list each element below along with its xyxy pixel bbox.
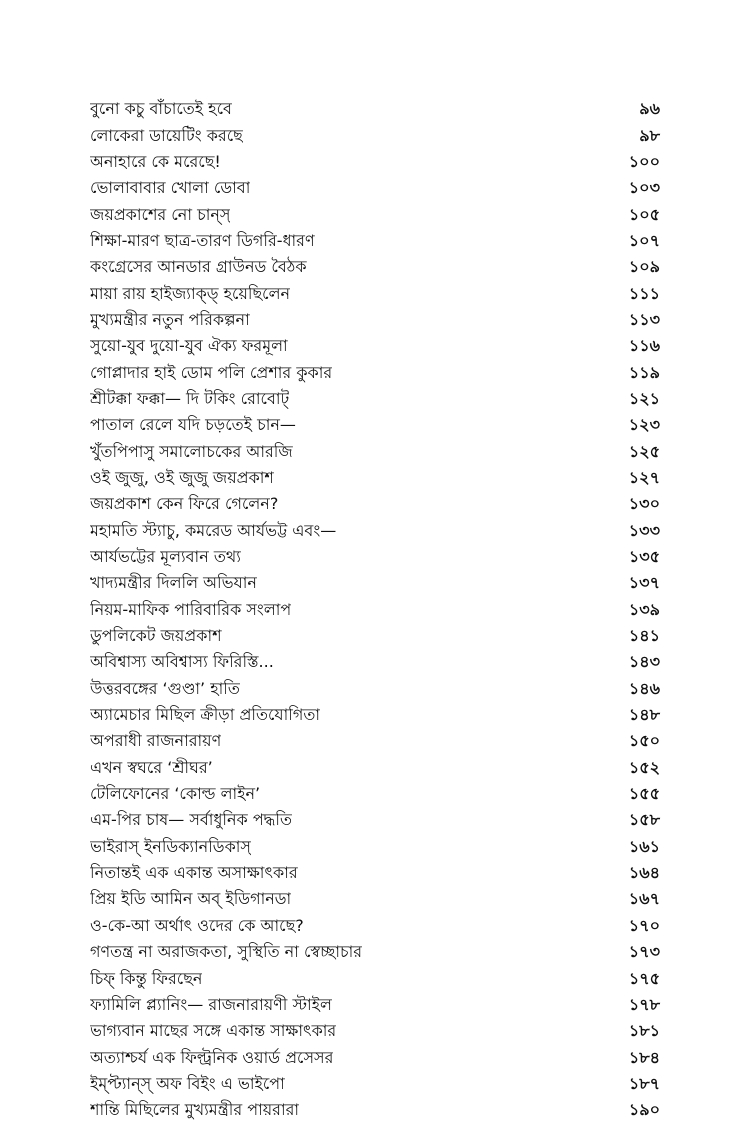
toc-entry: [90, 122, 660, 148]
toc-entry-page-number: ১০৫: [628, 204, 660, 224]
toc-entry-title: গোপ্লাদার হাই ডোম পলি প্রেশার কুকার: [90, 362, 333, 382]
toc-entry: [90, 965, 660, 991]
toc-entry-title: খুঁতপিপাসু সমালোচকের আরজি: [90, 441, 293, 461]
toc-entry-page-number: ১৬১: [628, 836, 660, 856]
toc-entry-page-number: ১৮১: [628, 1021, 660, 1041]
toc-entry-title: ভাইরাস্ ইনডিক্যানডিকাস্: [90, 836, 251, 856]
toc-entry-title: অনাহারে কে মরেছে!: [90, 151, 221, 171]
toc-entry: [90, 465, 660, 491]
toc-entry-page-number: ১৩৫: [628, 547, 660, 567]
toc-entry-page-number: ১২১: [628, 388, 660, 408]
toc-entry-title: টেলিফোনের ‘কোল্ড লাইন’: [90, 784, 261, 804]
toc-entry-page-number: ১০৩: [628, 178, 660, 198]
toc-entry-title: সুয়ো-যুব দুয়ো-যুব ঐক্য ফরমূলা: [90, 336, 288, 356]
toc-entry-title: অবিশ্বাস্য অবিশ্বাস্য ফিরিস্তি...: [90, 652, 274, 672]
toc-entry: [90, 623, 660, 649]
toc-entry-title: চিফ্ কিন্তু ফিরছেন: [90, 968, 203, 988]
toc-entry-title: ভোলাবাবার খোলা ডোবা: [90, 178, 251, 198]
toc-entry: [90, 702, 660, 728]
toc-entry-page-number: ১৭০: [628, 915, 660, 935]
toc-entry: [90, 280, 660, 306]
toc-entry: [90, 913, 660, 939]
toc-entry: [90, 755, 660, 781]
toc-entry: [90, 438, 660, 464]
toc-entry-page-number: ১৪৮: [628, 705, 660, 725]
toc-entry-page-number: ১৪৩: [628, 652, 660, 672]
toc-entry-title: এম-পির চাষ— সর্বাধুনিক পদ্ধতি: [90, 810, 293, 830]
toc-entry-page-number: ১৭৫: [628, 968, 660, 988]
toc-entry-page-number: ১২৩: [628, 415, 660, 435]
toc-entry: [90, 1097, 660, 1123]
toc-entry-title: নিতান্তই এক একান্ত অসাক্ষাৎকার: [90, 863, 298, 883]
toc-entry-title: এখন স্বঘরে ‘শ্রীঘর’: [90, 757, 213, 777]
toc-entry: [90, 676, 660, 702]
toc-entry: [90, 1018, 660, 1044]
toc-entry: [90, 570, 660, 596]
toc-entry: [90, 412, 660, 438]
toc-entry-title: ভাগ্যবান মাছের সঙ্গে একান্ত সাক্ষাৎকার: [90, 1021, 337, 1041]
toc-entry-page-number: ১১১: [628, 283, 660, 303]
toc-entry: [90, 886, 660, 912]
toc-entry-page-number: ১৪৬: [628, 678, 660, 698]
toc-entry-page-number: ১৩৯: [628, 599, 660, 619]
toc-entry-page-number: ১৩৭: [628, 573, 660, 593]
toc-entry-title: ইম্প্ট্যান্স্ অফ বিইং এ ভাইপো: [90, 1073, 285, 1093]
toc-entry: [90, 1044, 660, 1070]
toc-entry-page-number: ১৪১: [628, 626, 660, 646]
toc-entry-page-number: ১৭৩: [628, 942, 660, 962]
toc-entry: [90, 96, 660, 122]
toc-entry: [90, 860, 660, 886]
toc-entry: [90, 518, 660, 544]
toc-entry-title: ও-কে-আ অর্থাৎ ওদের কে আছে?: [90, 915, 304, 935]
toc-entry: [90, 728, 660, 754]
toc-entry-title: আর্যভট্টের মূল্যবান তথ্য: [90, 547, 241, 567]
toc-entry: [90, 807, 660, 833]
toc-entry-title: অ্যামেচার মিছিল ক্রীড়া প্রতিযোগিতা: [90, 705, 320, 725]
toc-entry-title: লোকেরা ডায়েটিং করছে: [90, 125, 243, 145]
toc-entry: [90, 175, 660, 201]
toc-entry-page-number: ১৩০: [628, 494, 660, 514]
toc-entry-title: মহামতি স্ট্যাচু, কমরেড আর্যভট্ট এবং—: [90, 520, 337, 540]
toc-entry: [90, 254, 660, 280]
toc-entry-page-number: ১৩৩: [628, 520, 660, 540]
table-of-contents: [90, 96, 660, 1123]
toc-entry-page-number: ১১৬: [628, 336, 660, 356]
toc-entry-title: উত্তরবঙ্গের ‘গুণ্ডা’ হাতি: [90, 678, 240, 698]
toc-entry: [90, 333, 660, 359]
toc-entry-title: গণতন্ত্র না অরাজকতা, সুস্থিতি না স্বেচ্ছাচার: [90, 942, 363, 962]
toc-entry-page-number: ১০৭: [628, 230, 660, 250]
toc-entry-page-number: ১৯০: [628, 1100, 660, 1120]
toc-entry-title: অত্যাশ্চর্য এক ফিল্ট্রনিক ওয়ার্ড প্রসেসর: [90, 1047, 334, 1067]
toc-entry-title: শিক্ষা-মারণ ছাত্র-তারণ ডিগরি-ধারণ: [90, 230, 315, 250]
toc-entry-page-number: ১৮৭: [628, 1073, 660, 1093]
toc-entry-title: খাদ্যমন্ত্রীর দিললি অভিযান: [90, 573, 257, 593]
toc-entry-page-number: ১২৭: [628, 467, 660, 487]
toc-entry-page-number: ১৫৫: [628, 784, 660, 804]
toc-entry-page-number: ১৫২: [628, 757, 660, 777]
toc-entry-page-number: ১৭৮: [628, 994, 660, 1014]
toc-entry-page-number: ১৬৪: [628, 863, 660, 883]
toc-entry-title: অপরাধী রাজনারায়ণ: [90, 731, 222, 751]
toc-entry: [90, 307, 660, 333]
toc-entry-title: কংগ্রেসের আনডার গ্রাউনড বৈঠক: [90, 257, 307, 277]
toc-entry-title: জয়প্রকাশের নো চান্স্: [90, 204, 231, 224]
toc-entry: [90, 491, 660, 517]
toc-entry: [90, 386, 660, 412]
toc-entry: [90, 992, 660, 1018]
toc-entry-title: ডুপলিকেট জয়প্রকাশ: [90, 626, 222, 646]
toc-entry-page-number: ১০৯: [628, 257, 660, 277]
toc-entry-page-number: ১১৩: [628, 309, 660, 329]
toc-entry-page-number: ৯৬: [639, 99, 660, 119]
toc-entry-page-number: ১৬৭: [628, 889, 660, 909]
toc-entry: [90, 834, 660, 860]
toc-entry: [90, 781, 660, 807]
toc-entry-page-number: ১২৫: [628, 441, 660, 461]
toc-entry-title: ওই জুজু, ওই জুজু জয়প্রকাশ: [90, 467, 274, 487]
toc-entry: [90, 149, 660, 175]
toc-entry-title: নিয়ম-মাফিক পারিবারিক সংলাপ: [90, 599, 292, 619]
toc-entry-title: শান্তি মিছিলের মুখ্যমন্ত্রীর পায়রারা: [90, 1100, 300, 1120]
toc-entry: [90, 597, 660, 623]
toc-entry: [90, 201, 660, 227]
toc-entry-title: মুখ্যমন্ত্রীর নতুন পরিকল্পনা: [90, 309, 250, 329]
toc-entry-page-number: ১১৯: [628, 362, 660, 382]
toc-entry-page-number: ১৮৪: [628, 1047, 660, 1067]
toc-entry-page-number: ১৫৮: [628, 810, 660, 830]
toc-entry: [90, 649, 660, 675]
toc-entry-title: ফ্যামিলি প্ল্যানিং— রাজনারায়ণী স্টাইল: [90, 994, 332, 1014]
toc-entry: [90, 544, 660, 570]
toc-entry: [90, 939, 660, 965]
toc-entry-page-number: ১৫০: [628, 731, 660, 751]
toc-entry-page-number: ৯৮: [639, 125, 660, 145]
toc-entry-title: প্রিয় ইডি আমিন অব্ ইডিগানডা: [90, 889, 292, 909]
toc-entry-title: বুনো কচু বাঁচাতেই হবে: [90, 99, 232, 119]
toc-entry: [90, 359, 660, 385]
toc-entry-title: শ্রীটক্কা ফক্কা— দি টকিং রোবোট্: [90, 388, 290, 408]
toc-entry: [90, 1071, 660, 1097]
toc-entry: [90, 228, 660, 254]
toc-entry-title: মায়া রায় হাইজ্যাক্ড্ হয়েছিলেন: [90, 283, 291, 303]
toc-entry-title: পাতাল রেলে যদি চড়তেই চান—: [90, 415, 296, 435]
toc-entry-title: জয়প্রকাশ কেন ফিরে গেলেন?: [90, 494, 279, 514]
toc-entry-page-number: ১০০: [628, 151, 660, 171]
